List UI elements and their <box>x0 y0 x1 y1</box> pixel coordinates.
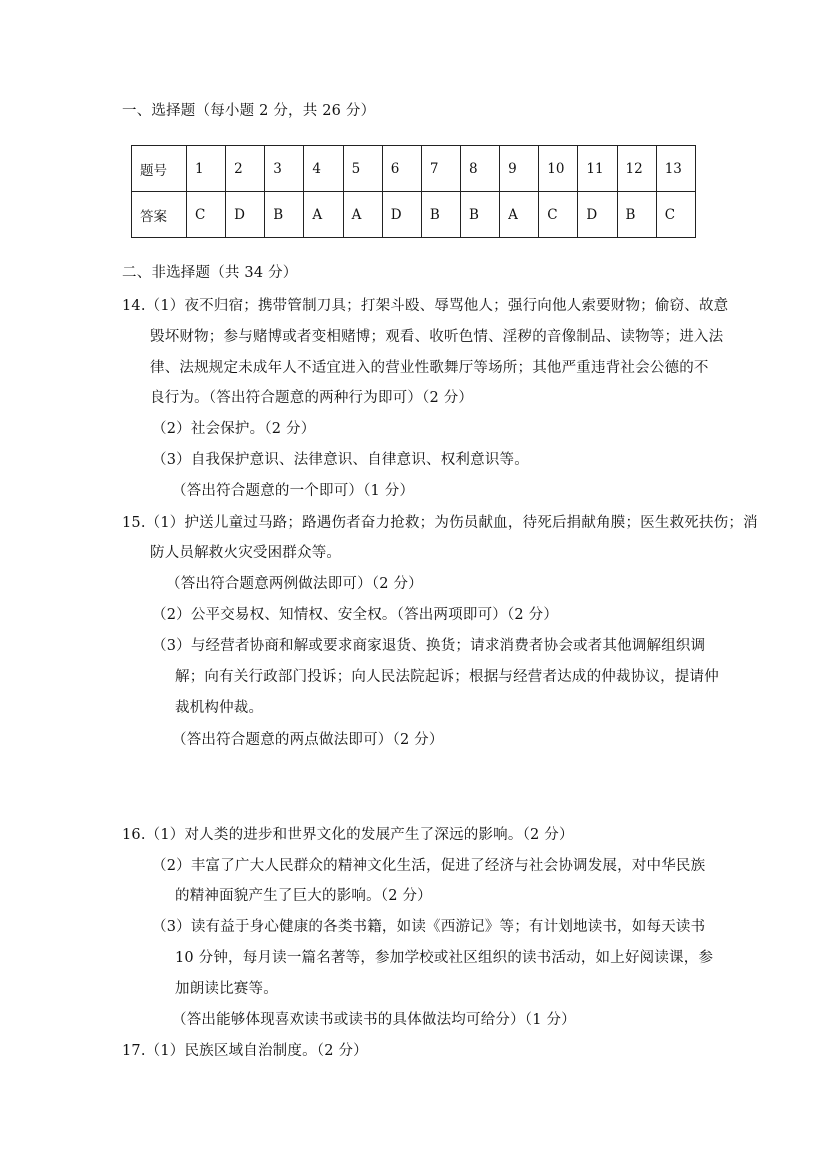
q15-part-3-line-1: （3）与经营者协商和解或要求商家退货、换货；请求消费者协会或者其他调解组织调 <box>152 638 706 654</box>
row-label-number: 题号 <box>132 146 187 192</box>
q14-part-3: （3）自我保护意识、法律意识、自律意识、权利意识等。 <box>152 452 529 468</box>
q14-part-3-note: （答出符合题意的一个即可）（1 分） <box>172 483 415 499</box>
section2-title: 二、非选择题（共 34 分） <box>122 265 298 281</box>
q14-line-4: 良行为。（答出符合题意的两种行为即可）（2 分） <box>150 390 474 406</box>
answer-cell: C <box>539 192 578 238</box>
answer-cell: C <box>187 192 226 238</box>
answer-cell: A <box>343 192 382 238</box>
q16-part-2-line-1: （2）丰富了广大人民群众的精神文化生活，促进了经济与社会协调发展，对中华民族 <box>152 858 706 874</box>
q16-part-3-line-3: 加朗读比赛等。 <box>175 981 278 997</box>
question-number-cell: 10 <box>539 146 578 192</box>
question-number-cell: 2 <box>226 146 265 192</box>
question-number-cell: 13 <box>656 146 695 192</box>
q14-part-2: （2）社会保护。（2 分） <box>152 421 316 437</box>
question-number-cell: 1 <box>187 146 226 192</box>
q14-line-2: 毁坏财物；参与赌博或者变相赌博；观看、收听色情、淫秽的音像制品、读物等；进入法 <box>150 329 724 345</box>
section1-title: 一、选择题（每小题 2 分，共 26 分） <box>122 103 376 119</box>
question-number-cell: 9 <box>500 146 539 192</box>
q15-part-3-line-2: 解；向有关行政部门投诉；向人民法院起诉；根据与经营者达成的仲裁协议，提请仲 <box>175 669 719 685</box>
question-number-cell: 11 <box>578 146 617 192</box>
question-number-cell: 8 <box>460 146 499 192</box>
answer-cell: B <box>421 192 460 238</box>
question-number-cell: 5 <box>343 146 382 192</box>
q15-part-3-line-3: 裁机构仲裁。 <box>175 700 264 716</box>
q14-line-3: 律、法规规定未成年人不适宜进入的营业性歌舞厅等场所；其他严重违背社会公德的不 <box>150 360 709 376</box>
answer-cell: C <box>656 192 695 238</box>
q15-line-1: 15.（1）护送儿童过马路；路遇伤者奋力抢救；为伤员献血，待死后捐献角膜；医生救死扶伤；消 <box>122 515 758 531</box>
q16-part-1: 16.（1）对人类的进步和世界文化的发展产生了深远的影响。（2 分） <box>122 827 574 843</box>
table-row-numbers <box>132 146 696 192</box>
question-number-cell: 3 <box>265 146 304 192</box>
q16-part-3-line-2: 10 分钟，每月读一篇名著等，参加学校或社区组织的读书活动，如上好阅读课，参 <box>175 950 714 966</box>
answer-cell: B <box>460 192 499 238</box>
answer-table <box>131 145 696 238</box>
q15-part-3-note: （答出符合题意的两点做法即可）（2 分） <box>172 732 444 748</box>
row-label-answer: 答案 <box>132 192 187 238</box>
q15-part-1-note: （答出符合题意两例做法即可）（2 分） <box>166 576 423 592</box>
question-number-cell: 7 <box>421 146 460 192</box>
answer-cell: D <box>578 192 617 238</box>
table-row-answers <box>132 192 696 238</box>
answer-cell: D <box>382 192 421 238</box>
answer-cell: D <box>226 192 265 238</box>
q16-part-3-note: （答出能够体现喜欢读书或读书的具体做法均可给分）（1 分） <box>172 1012 576 1028</box>
q17-part-1: 17.（1）民族区域自治制度。（2 分） <box>122 1043 368 1059</box>
q15-part-2: （2）公平交易权、知情权、安全权。（答出两项即可）（2 分） <box>152 607 559 623</box>
question-number-cell: 4 <box>304 146 343 192</box>
answer-cell: B <box>617 192 656 238</box>
q14-line-1: 14.（1）夜不归宿；携带管制刀具；打架斗殴、辱骂他人；强行向他人索要财物；偷窃、故意 <box>122 298 729 314</box>
q16-part-2-line-2: 的精神面貌产生了巨大的影响。（2 分） <box>175 888 432 904</box>
answer-cell: A <box>500 192 539 238</box>
answer-cell: A <box>304 192 343 238</box>
answer-cell: B <box>265 192 304 238</box>
q16-part-3-line-1: （3）读有益于身心健康的各类书籍，如读《西游记》等；有计划地读书，如每天读书 <box>152 919 706 935</box>
question-number-cell: 12 <box>617 146 656 192</box>
q15-line-2: 防人员解救火灾受困群众等。 <box>150 545 342 561</box>
question-number-cell: 6 <box>382 146 421 192</box>
